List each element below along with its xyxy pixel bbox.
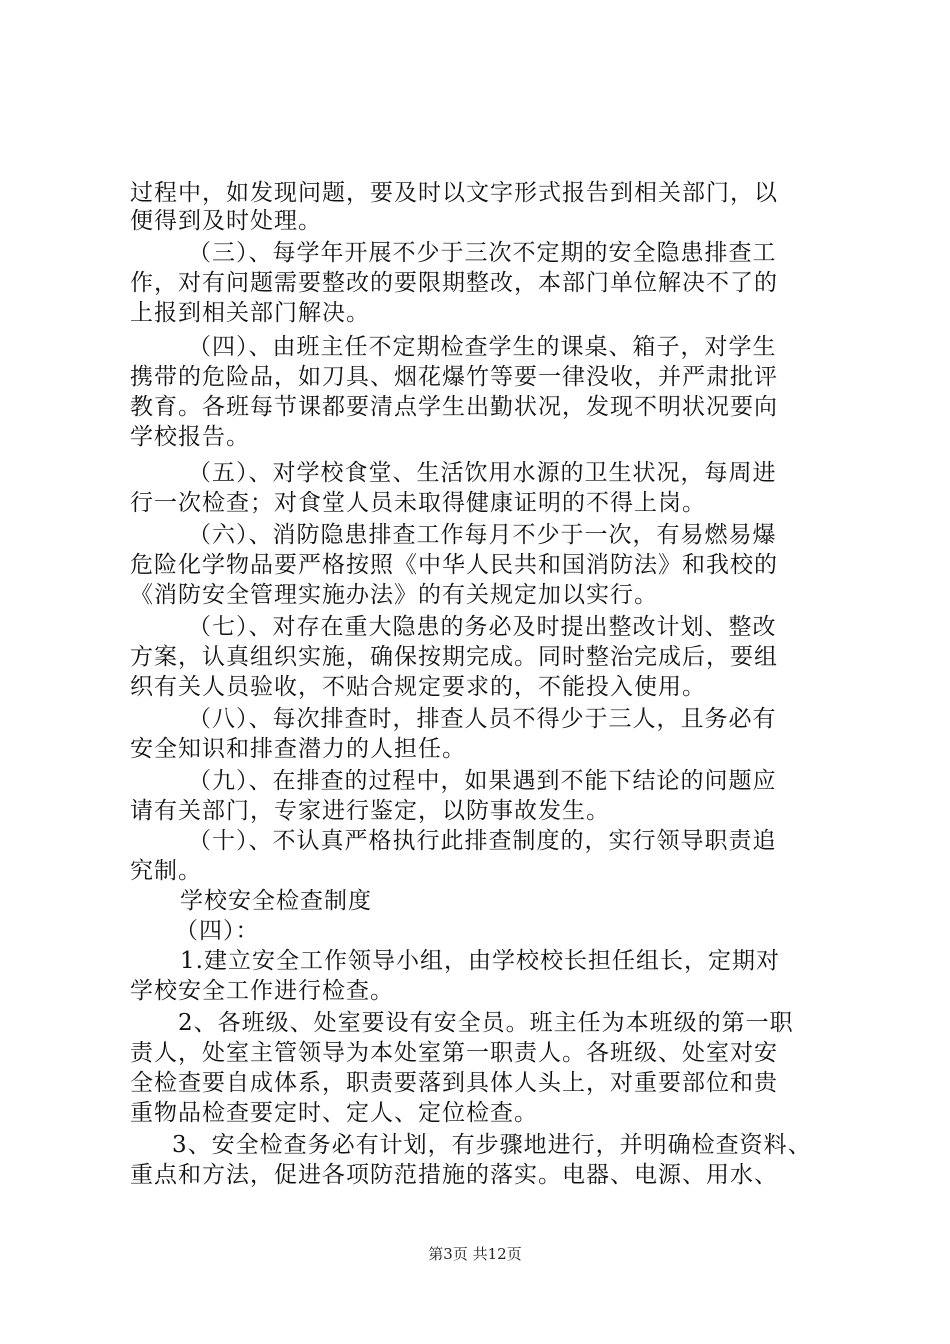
text-line: 便得到及时处理。	[130, 208, 322, 234]
text-line: 学校报告。	[130, 424, 250, 450]
text-line: （四）：	[175, 918, 260, 944]
text-line: 重点和方法，促进各项防范措施的落实。电器、电源、用水、	[130, 1162, 778, 1188]
text-line: （八）、每次排查时，排查人员不得少于三人，且务必有	[188, 706, 777, 732]
text-line: 《消防安全管理实施办法》的有关规定加以实行。	[130, 582, 658, 608]
text-line: 携带的危险品，如刀具、烟花爆竹等要一律没收，并严肃批评	[130, 364, 778, 390]
text-line: 织有关人员验收，不贴合规定要求的，不能投入使用。	[130, 674, 706, 700]
text-line: 2、各班级、处室要设有安全员。班主任为本班级的第一职	[178, 1010, 794, 1036]
text-line: 行一次检查；对食堂人员未取得健康证明的不得上岗。	[130, 490, 706, 516]
text-line: （五）、对学校食堂、生活饮用水源的卫生状况，每周进	[188, 460, 777, 486]
text-line: 教育。各班每节课都要清点学生出勤状况，发现不明状况要向	[130, 394, 778, 420]
text-line: （七）、对存在重大隐患的务必及时提出整改计划、整改	[188, 614, 777, 640]
text-line: 究制。	[130, 858, 202, 884]
text-line: 1.建立安全工作领导小组，由学校校长担任组长，定期对	[180, 948, 780, 974]
text-line: 安全知识和排查潜力的人担任。	[130, 736, 466, 762]
text-line: 上报到相关部门解决。	[130, 300, 370, 326]
text-line: 3、安全检查务必有计划，有步骤地进行，并明确检查资料、	[172, 1132, 812, 1158]
text-line: （四）、由班主任不定期检查学生的课桌、箱子，对学生	[188, 334, 777, 360]
text-line: （九）、在排查的过程中，如果遇到不能下结论的问题应	[188, 768, 777, 794]
page-footer: 第3页 共12页	[428, 1245, 522, 1263]
text-line: 过程中，如发现问题，要及时以文字形式报告到相关部门，以	[130, 180, 778, 206]
text-line: 重物品检查要定时、定人、定位检查。	[130, 1100, 538, 1126]
text-line: 作，对有问题需要整改的要限期整改，本部门单位解决不了的	[130, 270, 778, 296]
text-line: 方案，认真组织实施，确保按期完成。同时整治完成后，要组	[130, 644, 778, 670]
text-line: （六）、消防隐患排查工作每月不少于一次，有易燃易爆	[188, 522, 777, 548]
text-line: （十）、不认真严格执行此排查制度的，实行领导职责追	[188, 828, 777, 854]
text-line: 危险化学物品要严格按照《中华人民共和国消防法》和我校的	[130, 552, 778, 578]
text-line: 学校安全检查制度	[180, 888, 372, 914]
text-line: 责人，处室主管领导为本处室第一职责人。各班级、处室对安	[130, 1040, 778, 1066]
text-line: （三）、每学年开展不少于三次不定期的安全隐患排查工	[188, 240, 777, 266]
text-line: 全检查要自成体系，职责要落到具体人头上，对重要部位和贵	[130, 1070, 778, 1096]
text-line: 学校安全工作进行检查。	[130, 978, 394, 1004]
text-line: 请有关部门，专家进行鉴定，以防事故发生。	[130, 798, 610, 824]
